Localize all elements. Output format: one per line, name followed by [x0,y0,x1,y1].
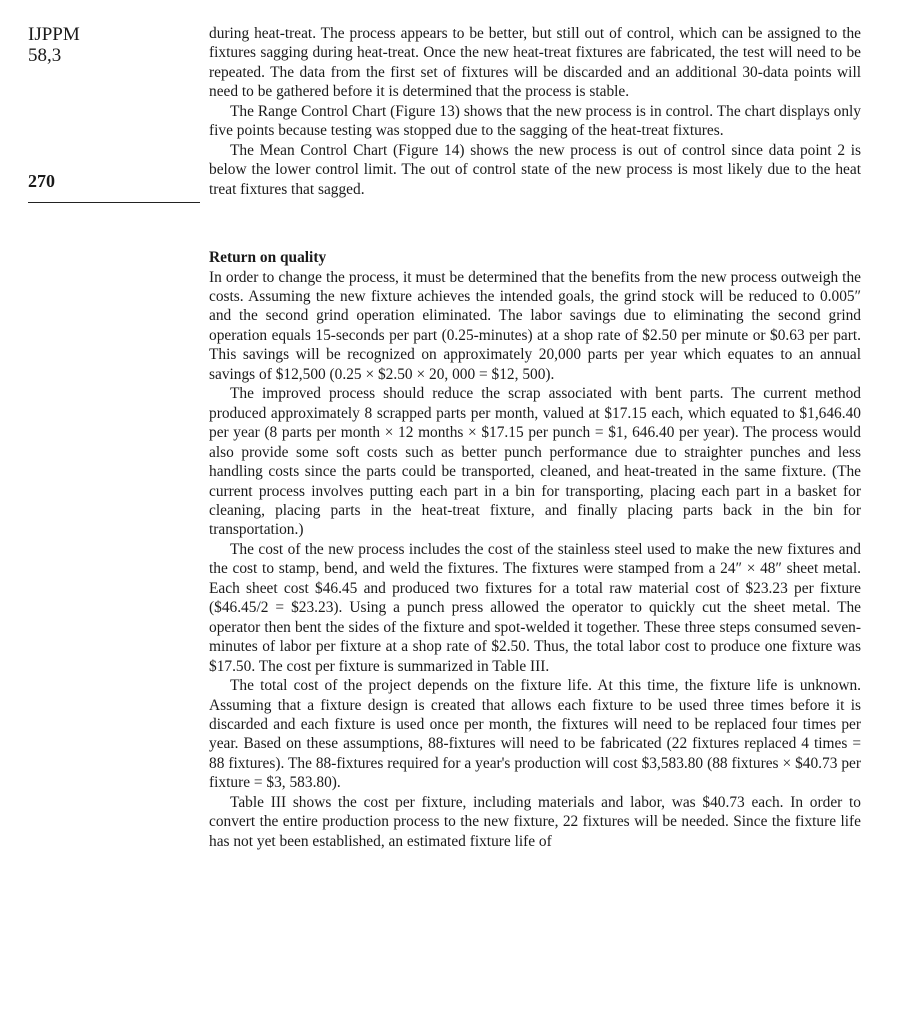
body-text [209,24,861,851]
paragraph-roq-2: The improved process should reduce the scrap associated with bent parts. The current method produced approximately 8 scrapped parts per month, valued at $17.15 each, which equated to $1,646.40 per year (8 parts per month × 12 months × $17.15 per punch = $1, 646.40 per year). The process would also provide some soft costs such as better punch performance due to straighter punches and less handling costs since the parts could be transported, cleaned, and heat-treated in the same fixture. (The current process involves putting each part in a bin for transporting, placing each part in a basket for cleaning, placing parts in the heat-treat fixture, and finally placing parts back in the bin for transportation.) [209,385,861,539]
section-heading: Return on quality [209,249,327,267]
page-number: 270 [28,171,55,191]
paragraph-range-chart: The Range Control Chart (Figure 13) shows that the new process is in control. The chart displays only five points because testing was stopped due to the sagging of the heat-treat fixtures. [209,102,861,140]
margin-column [28,24,203,191]
paragraph-roq-5: Table III shows the cost per fixture, including materials and labor, was $40.73 each. In order to convert the entire production process to the new fixture, 22 fixtures will be needed. Since the fixture life has not yet been established, an estimated fixture life of [209,793,861,850]
journal-volume-issue: 58,3 [28,45,62,66]
paragraph-mean-chart: The Mean Control Chart (Figure 14) shows the new process is out of control since data point 2 is below the lower control limit. The out of control state of the new process is most likely due to the heat treat fixtures that sagged. [209,141,861,198]
paragraph-roq-4: The total cost of the project depends on the fixture life. At this time, the fixture life is unknown. Assuming that a fixture design is created that allows each fixture to be used three times before it is discarded and each fixture is used once per month, the fixtures will need to be replaced four times per year. Based on these assumptions, 88-fixtures will need to be fabricated (22 fixtures replaced 4 times = 88 fixtures). The 88-fixtures required for a year's production will cost $3,583.80 (88 fixtures × $40.73 per fixture = $3, 583.80). [209,677,861,792]
page-number-rule [28,202,200,203]
paragraph-roq-3: The cost of the new process includes the cost of the stainless steel used to make the new fixtures and the cost to stamp, bend, and weld the fixtures. The fixtures were stamped from a 24″ × 48″ sheet metal. Each sheet cost $46.45 and produced two fixtures for a total raw material cost of $23.23 per fixture ($46.45/2 = $23.23). Using a punch press allowed the operator to quickly cut the sheet metal. The operator then bent the sides of the fixture and spot-welded it together. These three steps consumed seven-minutes of labor per fixture at a shop rate of $2.50. Thus, the total labor cost to produce one fixture was $17.50. The cost per fixture is summarized in Table III. [209,540,861,675]
journal-name: IJPPM [28,24,80,45]
paragraph-roq-1: In order to change the process, it must be determined that the benefits from the new process outweigh the costs. Assuming the new fixture achieves the intended goals, the grind stock will be reduced to 0.005″ and the second grind operation eliminated. The labor savings due to eliminating the second grind operation equals 15-seconds per part (0.25-minutes) at a shop rate of $2.50 per minute or $0.63 per part. This savings will be recognized on approximately 20,000 parts per year which equates to an annual savings of $12,500 (0.25 × $2.50 × 20, 000 = $12, 500). [209,268,861,383]
paragraph-continued: during heat-treat. The process appears to be better, but still out of control, which can be assigned to the fixtures sagging during heat-treat. Once the new heat-treat fixtures are fabricated, the test will need to be repeated. The data from the first set of fixtures will be discarded and an additional 30-data points will need to be gathered before it is determined that the process is stable. [209,25,861,101]
